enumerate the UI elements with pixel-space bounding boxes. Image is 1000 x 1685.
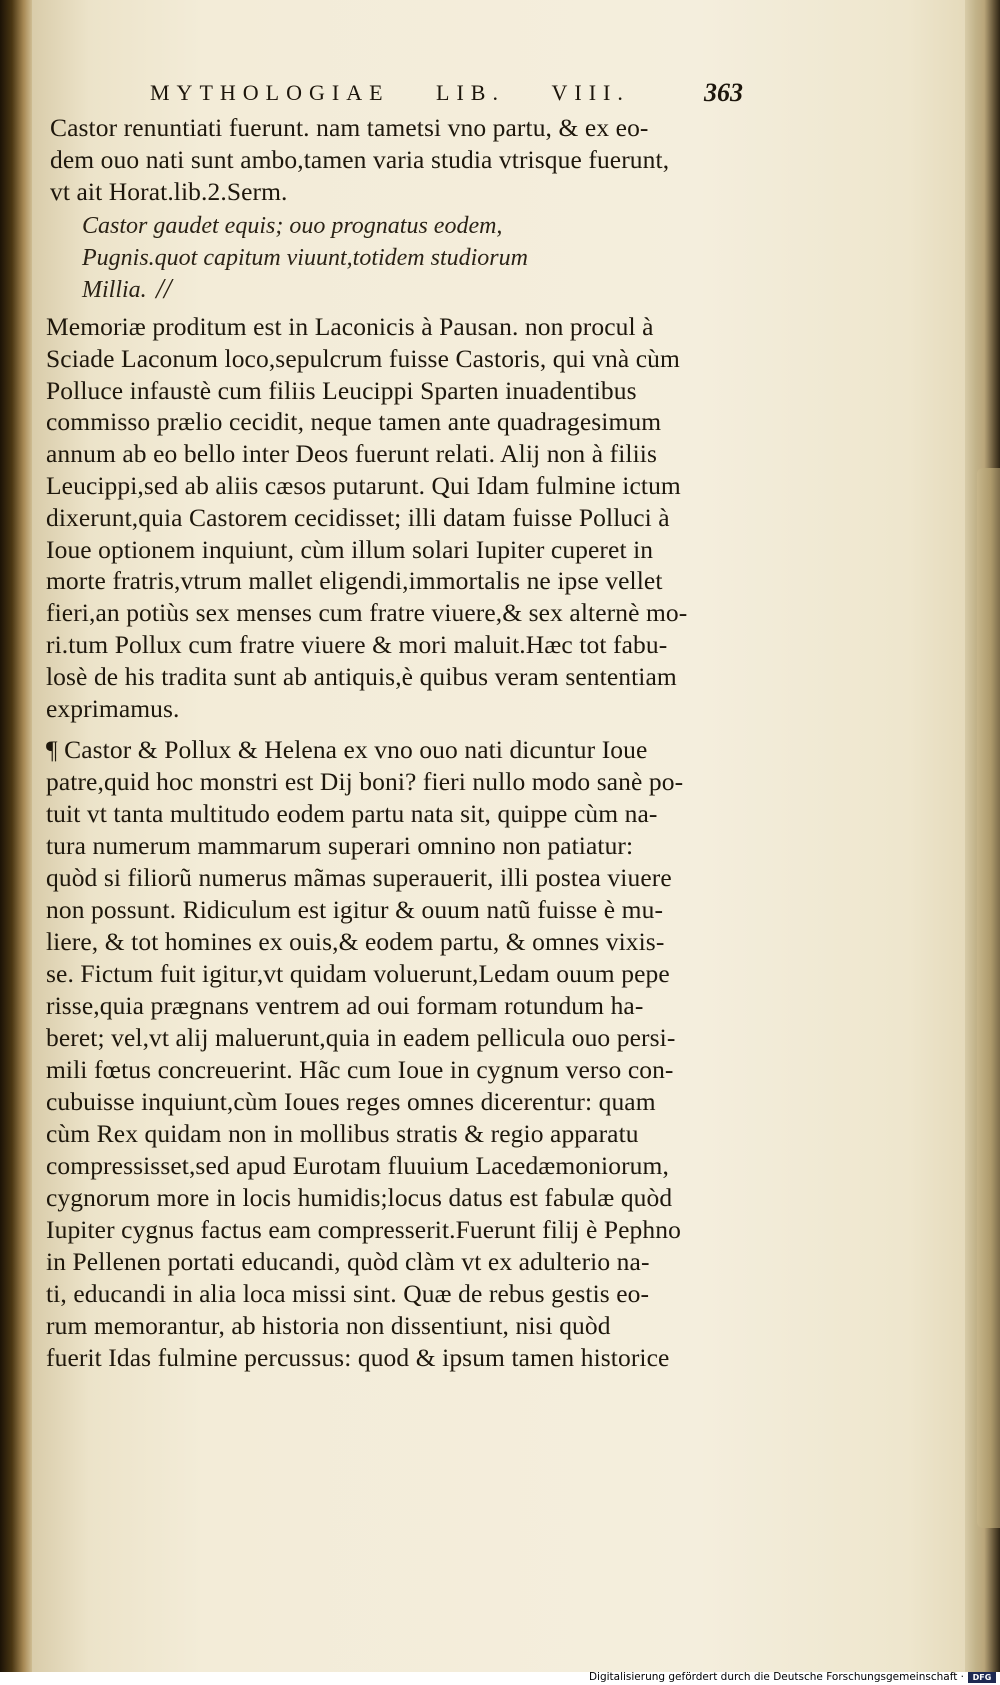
text-line: se. Fictum fuit igitur,vt quidam voluerunt,Ledam ouum pepe bbox=[46, 959, 670, 988]
text-line: cùm Rex quidam non in mollibus stratis & regio apparatu bbox=[46, 1119, 639, 1148]
text-line: morte fratris,vtrum mallet eligendi,immortalis ne ipse vellet bbox=[46, 566, 663, 596]
text-line: Memoriæ proditum est in Laconicis à Pausan. non procul à bbox=[46, 312, 654, 341]
text-line: non possunt. Ridiculum est igitur & ouum natũ fuisse è mu- bbox=[46, 895, 664, 924]
text-line: liere, & tot homines ex ouis,& eodem partu, & omnes vixis- bbox=[46, 927, 665, 956]
digitization-credit: Digitalisierung gefördert durch die Deutsche Forschungsgemeinschaft · bbox=[588, 1671, 964, 1683]
text-line: ri.tum Pollux cum fratre viuere & mori maluit.Hæc tot fabu- bbox=[46, 630, 668, 659]
text-line: Ioue optionem inquiunt, cùm illum solari Iupiter cuperet in bbox=[46, 534, 654, 564]
dfg-logo: DFG bbox=[968, 1672, 996, 1683]
text-line: losè de his tradita sunt ab antiquis,è quibus veram sententiam bbox=[46, 661, 677, 691]
text-line: tuit vt tanta multitudo eodem partu nata sit, quippe cùm na- bbox=[46, 799, 658, 828]
page-edge-tab bbox=[977, 468, 1000, 1528]
text-line: compressisset,sed apud Eurotam fluuium Lacedæmoniorum, bbox=[46, 1151, 669, 1180]
text-line: ¶ Castor & Pollux & Helena ex vno ouo nati dicuntur Ioue bbox=[46, 735, 648, 764]
text-line: rum memorantur, ab historia non dissentiunt, nisi quòd bbox=[46, 1311, 611, 1340]
text-line: annum ab eo bello inter Deos fuerunt relati. Alij non à filiis bbox=[46, 439, 657, 469]
book-spine-shadow bbox=[0, 0, 34, 1672]
text-line: dem ouo nati sunt ambo,tamen varia studia vtrisque fuerunt, bbox=[50, 145, 670, 174]
text-line: quòd si filiorũ numerus mãmas superauerit, illi postea viuere bbox=[46, 863, 672, 892]
text-line: patre,quid hoc monstri est Dij boni? fieri nullo modo sanè po- bbox=[46, 767, 684, 796]
text-line: fieri,an potiùs sex menses cum fratre viuere,& sex alternè mo- bbox=[46, 598, 688, 628]
book-number: VIII. bbox=[551, 80, 630, 105]
verse-line: Castor gaudet equis; ouo prognatus eodem, bbox=[82, 213, 503, 239]
page-number: 363 bbox=[704, 78, 743, 107]
text-line: Leucippi,sed ab aliis cæsos putarunt. Qui Idam fulmine ictum bbox=[46, 471, 681, 500]
text-line: Iupiter cygnus factus eam compresserit.Fuerunt filij è Pephno bbox=[46, 1215, 681, 1244]
text-line: beret; vel,vt alij maluerunt,quia in eadem pellicula ouo persi- bbox=[46, 1023, 676, 1052]
text-line: tura numerum mammarum superari omnino non patiatur: bbox=[46, 831, 634, 860]
text-line: risse,quia prægnans ventrem ad oui formam rotundum ha- bbox=[46, 991, 644, 1020]
book-label: LIB. bbox=[436, 80, 505, 105]
verse-line: Pugnis.quot capitum viuunt,totidem studiorum bbox=[82, 245, 528, 271]
text-line: cubuisse inquiunt,cùm Ioues reges omnes dicerentur: quam bbox=[46, 1087, 656, 1116]
running-head bbox=[150, 80, 730, 106]
text-line: commisso prælio cecidit, neque tamen ante quadragesimum bbox=[46, 407, 662, 437]
handwritten-mark: // bbox=[156, 274, 172, 305]
text-line: Polluce infaustè cum filiis Leucippi Sparten inuadentibus bbox=[46, 375, 637, 405]
text-line: exprimamus. bbox=[46, 693, 180, 723]
text-line: in Pellenen portati educandi, quòd clàm vt ex adulterio na- bbox=[46, 1247, 650, 1276]
text-line: cygnorum more in locis humidis;locus datus est fabulæ quòd bbox=[46, 1183, 673, 1212]
text-line: Castor renuntiati fuerunt. nam tametsi vno partu, & ex eo- bbox=[50, 113, 649, 142]
text-line: mili fœtus concreuerint. Hãc cum Ioue in cygnum verso con- bbox=[46, 1055, 674, 1084]
text-line: Sciade Laconum loco,sepulcrum fuisse Castoris, qui vnà cùm bbox=[46, 343, 680, 373]
running-title: MYTHOLOGIAE bbox=[150, 80, 390, 105]
verse-line: Millia. bbox=[82, 277, 147, 303]
text-line: vt ait Horat.lib.2.Serm. bbox=[50, 177, 288, 206]
text-line: ti, educandi in alia loca missi sint. Quæ de rebus gestis eo- bbox=[46, 1279, 650, 1308]
text-line: dixerunt,quia Castorem cecidisset; illi datam fuisse Polluci à bbox=[46, 502, 670, 532]
text-line: fuerit Idas fulmine percussus: quod & ipsum tamen historice bbox=[46, 1343, 670, 1372]
